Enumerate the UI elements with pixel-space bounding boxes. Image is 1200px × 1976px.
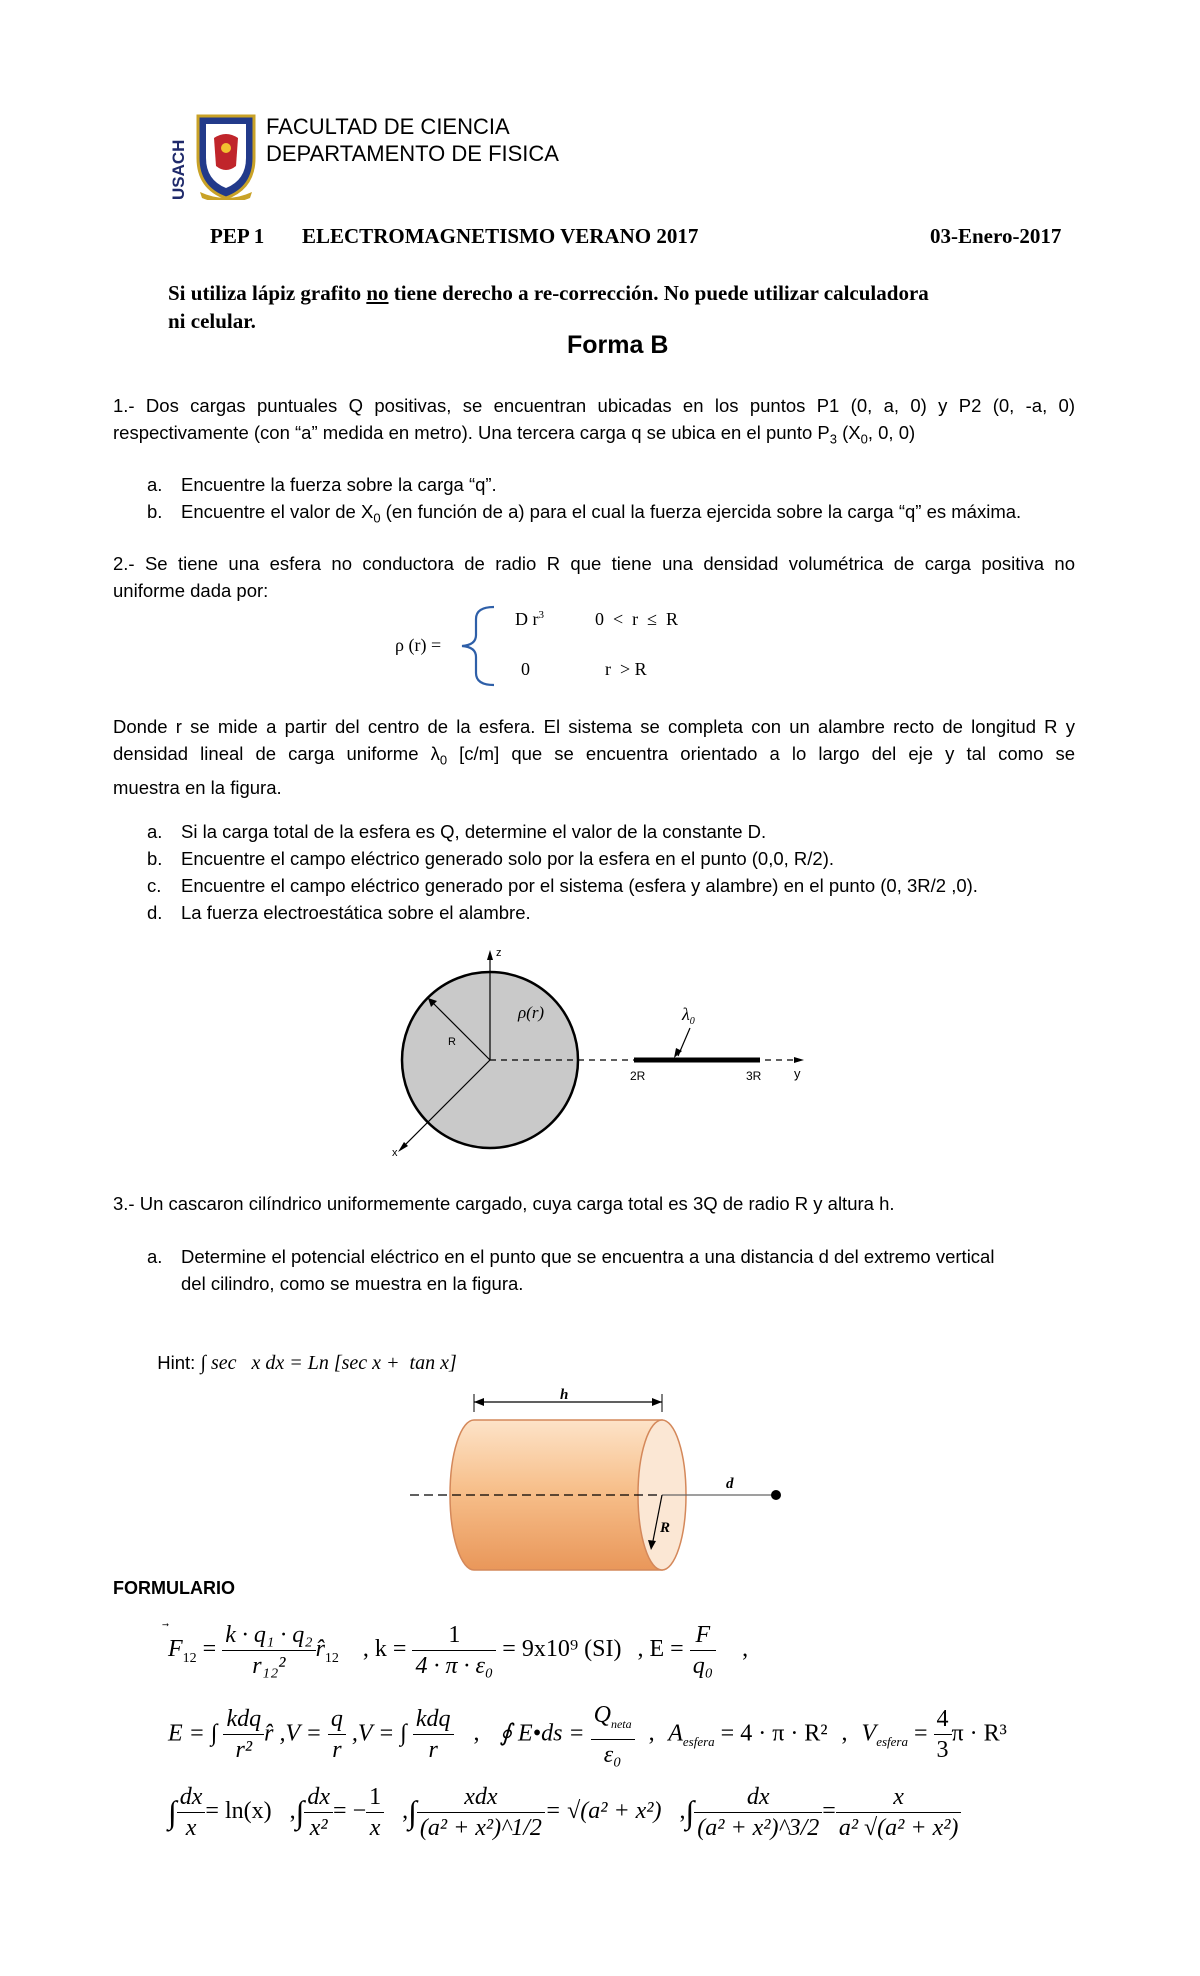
- question-2: [113, 550, 1075, 604]
- department-name: DEPARTAMENTO DE FISICA: [266, 141, 559, 166]
- tick-3r: 3R: [746, 1069, 762, 1083]
- exam-date: 03-Enero-2017: [930, 224, 1062, 248]
- q2-item-c: c. Encuentre el campo eléctrico generado por el sistema (esfera y alambre) en el punto (0, 3R/2 ,0).: [147, 875, 978, 896]
- q3-item-a: a. Determine el potencial eléctrico en el punto que se encuentra a una distancia d del extremo vertical del cilindro, como se muestra en la figura.: [147, 1246, 995, 1294]
- case2-expr: 0: [521, 659, 530, 679]
- density-function: [395, 605, 735, 685]
- point-p: [771, 1490, 781, 1500]
- case1-expr: D $r^3$: [515, 609, 544, 629]
- q1-line2: respectivamente (con “a” medida en metro). Una tercera carga q se ubica en el punto $P_3$ ($X_0$, 0, 0): [113, 422, 916, 447]
- faculty-name: FACULTAD DE CIENCIA: [266, 114, 510, 139]
- formula-row-2: E = ∫ $\frac{\text{kdq}}{\text{r²}}$ r̂ ,V = $\frac{q}{r}$ ,V = ∫ $\frac{\text{kdq}}{r}$ , ∮ E•ds = $\frac{Q_{neta}}{\text{ε₀}}$ , $A_{esfera} = 4 \cdot \pi \cdot R^2$ , $V_{esfera}$ = $\frac{4}{3}$ π · R³: [168, 1702, 1007, 1768]
- coulomb-lhs: F $_{12}$ =: [168, 1636, 217, 1666]
- question-1: [113, 392, 1075, 453]
- hint-formula: ∫ sec x dx = Ln [sec x + tan x]: [200, 1352, 457, 1374]
- k-fraction: $\frac{1}{\text{4 · π · ε₀}}$: [412, 1620, 496, 1681]
- q1-item-a: a. Encuentre la fuerza sobre la carga “q”.: [147, 474, 497, 495]
- cylinder-figure: [400, 1382, 820, 1582]
- d-label: d: [726, 1476, 734, 1492]
- y-axis-label: y: [794, 1066, 801, 1081]
- formula-row-1: F $_{12}$ = $\frac{\text{k · q₁ · q₂}}{\text{r₁₂²}}$ $r̂_{12}$ , k = $\frac{1}{\text{4 · π · ε₀}}$ = 9x10⁹ (SI) , E = $\frac{F}{\text{q₀}}$ ,: [168, 1622, 749, 1679]
- q2-line1: 2.- Se tiene una esfera no conductora de radio R que tiene una densidad volumétrica de carga positiva no: [113, 553, 1075, 574]
- brace-icon: [458, 605, 498, 687]
- form-title: Forma B: [567, 331, 669, 359]
- q2-line2: uniforme dada por:: [113, 580, 269, 601]
- case1-condition: 0 < r ≤ R: [595, 609, 679, 629]
- r-label: R: [660, 1520, 671, 1536]
- q1-item-b: b. Encuentre el valor de $X_0$ (en función de a) para el cual la fuerza ejercida sobre la carga “q” es máxima.: [147, 501, 1022, 526]
- q2-item-b: b. Encuentre el campo eléctrico generado solo por la esfera en el punto (0,0, R/2).: [147, 848, 835, 869]
- sphere-wire-figure: [390, 940, 830, 1160]
- course-title: ELECTROMAGNETISMO VERANO 2017: [302, 224, 699, 248]
- warning-underlined: no: [366, 281, 389, 305]
- question-3: 3.- Un cascaron cilíndrico uniformemente cargado, cuya carga total es 3Q de radio R y altura h.: [113, 1193, 895, 1214]
- tick-2r: 2R: [630, 1069, 646, 1083]
- q2-item-d: d. La fuerza electroestática sobre el alambre.: [147, 902, 531, 923]
- e-fraction: $\frac{F}{\text{q₀}}$: [690, 1620, 716, 1681]
- radius-label: R: [448, 1036, 456, 1048]
- q2-paragraph: Donde r se mide a partir del centro de la esfera. El sistema se completa con un alambre recto de longitud R y densidad lineal de carga uniforme $\lambda_0$ [c/m] que se encuentra orientado a lo largo del eje y tal como se muestra en la figura.: [113, 716, 1075, 798]
- h-label: h: [560, 1387, 569, 1403]
- coulomb-fraction: $\frac{\text{k · q₁ · q₂}}{\text{r₁₂²}}$: [222, 1620, 315, 1681]
- formulario-title: FORMULARIO: [113, 1578, 235, 1598]
- x-axis-label: x: [392, 1147, 398, 1159]
- q2-item-a: a. Si la carga total de la esfera es Q, determine el valor de la constante D.: [147, 821, 767, 842]
- lambda-label: $\lambda_0$: [682, 1004, 695, 1027]
- hint: [147, 1322, 457, 1377]
- logo-text: USACH: [170, 139, 188, 200]
- q1-line1: 1.- Dos cargas puntuales Q positivas, se encuentran ubicadas en los puntos P1 (0, a, 0) y P2 (0, -a, 0): [113, 395, 1075, 416]
- formula-row-3: ∫ $\frac{dx}{x}$ = ln(x) ,∫ $\frac{dx}{\text{x²}}$ = − $\frac{1}{x}$ ,∫ $\frac{\text{xdx}}{\text{(a² + x²)\textasciicircum{}1/2}}$ = √(a² + x²) ,∫ $\frac{dx}{\text{(a² + x²)\textasciicircum{}3/2}}$ = $\frac{x}{\text{a² √(a² + x²)}}$: [168, 1782, 961, 1843]
- case2-condition: r > R: [605, 659, 647, 679]
- rho-label-figure: ρ(r): [518, 1003, 545, 1022]
- exam-code: PEP 1: [210, 224, 265, 248]
- z-axis-label: z: [496, 947, 502, 959]
- warning-text: Si utiliza lápiz grafito no tiene derecho a re-corrección. No puede utilizar calculadora ni celular.: [168, 281, 929, 333]
- rho-label: ρ (r) =: [395, 635, 442, 655]
- hint-label: Hint:: [157, 1352, 196, 1373]
- university-logo: [170, 108, 260, 200]
